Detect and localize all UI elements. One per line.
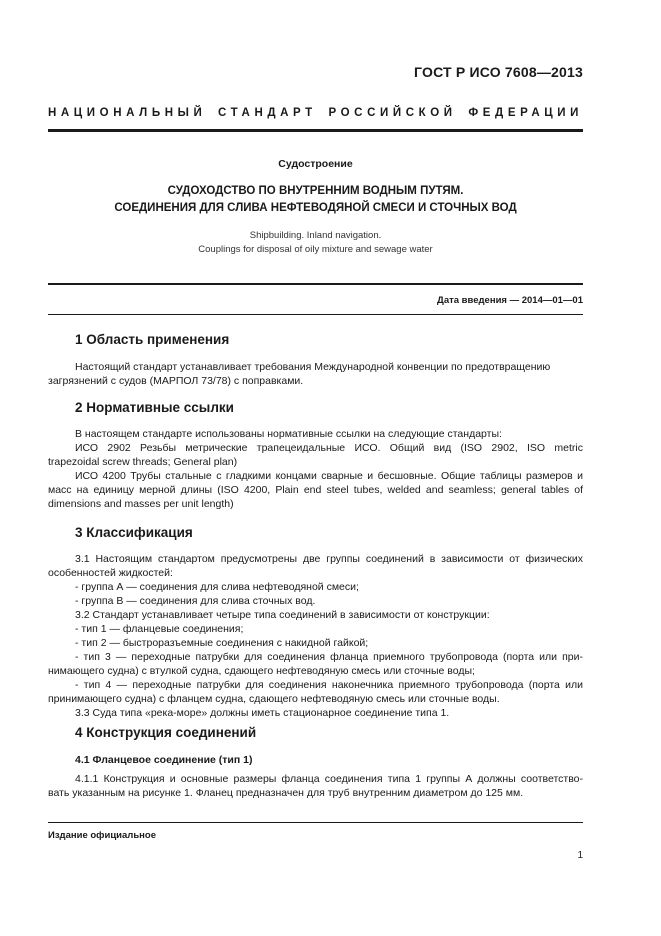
type-3-item-line-1: - тип 3 — переходные патрубки для соединения фланца приемного трубопровода (порта или при- xyxy=(75,651,583,663)
section-1-text-line-1: Настоящий стандарт устанавливает требования Международной конвенции по предотвращению xyxy=(75,361,551,373)
document-number: ГОСТ Р ИСО 7608—2013 xyxy=(414,64,583,80)
group-b-item: - группа В — соединения для слива сточных вод. xyxy=(75,595,316,607)
header-divider xyxy=(48,129,583,132)
iso-2902-line-2: trapezoidal screw threads; General plan) xyxy=(48,456,238,468)
official-edition-label: Издание официальное xyxy=(48,830,156,841)
type-1-item: - тип 1 — фланцевые соединения; xyxy=(75,623,244,635)
type-2-item: - тип 2 — быстроразъемные соединения с накидной гайкой; xyxy=(75,637,369,649)
section-2-heading: 2 Нормативные ссылки xyxy=(75,400,234,415)
date-divider xyxy=(48,314,583,315)
standard-title-line-2: СОЕДИНЕНИЯ ДЛЯ СЛИВА НЕФТЕВОДЯНОЙ СМЕСИ И СТОЧНЫХ ВОД xyxy=(114,202,517,214)
section-1-text-line-2: загрязнений с судов (МАРПОЛ 73/78) с поправками. xyxy=(48,375,304,387)
type-4-item-line-1: - тип 4 — переходные патрубки для соединения наконечника приемного трубопровода (порта или xyxy=(75,679,583,691)
type-3-item-line-2: нимающего судна) с втулкой судна, сдающего нефтеводяную смесь или сточные воды; xyxy=(48,665,475,677)
clause-3-1-line-2: особенностей жидкостей: xyxy=(48,567,173,579)
national-standard-banner: НАЦИОНАЛЬНЫЙ СТАНДАРТ РОССИЙСКОЙ ФЕДЕРАЦИИ xyxy=(48,107,583,119)
section-2-intro: В настоящем стандарте использованы нормативные ссылки на следующие стандарты: xyxy=(75,428,502,440)
section-1-heading: 1 Область применения xyxy=(75,332,230,347)
footer-divider xyxy=(48,822,583,823)
type-4-item-line-2: принимающего судна) с фланцем судна, сдающего нефтеводяную смесь или сточные воды. xyxy=(48,693,500,705)
english-title-line-1: Shipbuilding. Inland navigation. xyxy=(249,230,382,241)
introduction-date: Дата введения — 2014—01—01 xyxy=(437,295,583,306)
clause-4-1-1-line-1: 4.1.1 Конструкция и основные размеры фланца соединения типа 1 группы А должны соответство- xyxy=(75,773,583,785)
section-4-heading: 4 Конструкция соединений xyxy=(75,725,257,740)
title-divider xyxy=(48,283,583,285)
iso-4200-line-1: ИСО 4200 Трубы стальные с гладкими концами сварные и бесшовные. Общие таблицы размеров и xyxy=(75,470,583,482)
subsection-4-1-heading: 4.1 Фланцевое соединение (тип 1) xyxy=(75,754,253,766)
standard-title-line-1: СУДОХОДСТВО ПО ВНУТРЕННИМ ВОДНЫМ ПУТЯМ. xyxy=(167,185,464,197)
clause-4-1-1-line-2: вать указанным на рисунке 1. Фланец предназначен для труб внутренним диаметром до 125 мм. xyxy=(48,787,524,799)
clause-3-2: 3.2 Стандарт устанавливает четыре типа соединений в зависимости от конструкции: xyxy=(75,609,490,621)
iso-4200-line-2: масс на единицу мерной длины (ISO 4200, Plain end steel tubes, welded and seamless; general tables of xyxy=(48,484,583,496)
section-3-heading: 3 Классификация xyxy=(75,525,193,540)
english-title-line-2: Couplings for disposal of oily mixture and sewage water xyxy=(198,244,433,255)
standard-category: Судостроение xyxy=(278,158,353,170)
iso-2902-line-1: ИСО 2902 Резьбы метрические трапецеидальные ИСО. Общий вид (ISO 2902, ISO metric xyxy=(75,442,583,454)
iso-4200-line-3: dimensions and masses per unit length) xyxy=(48,498,234,510)
clause-3-3: 3.3 Суда типа «река-море» должны иметь стационарное соединение типа 1. xyxy=(75,707,450,719)
page-number: 1 xyxy=(577,850,583,861)
clause-3-1-line-1: 3.1 Настоящим стандартом предусмотрены две группы соединений в зависимости от физических xyxy=(75,553,583,565)
group-a-item: - группа А — соединения для слива нефтеводяной смеси; xyxy=(75,581,359,593)
